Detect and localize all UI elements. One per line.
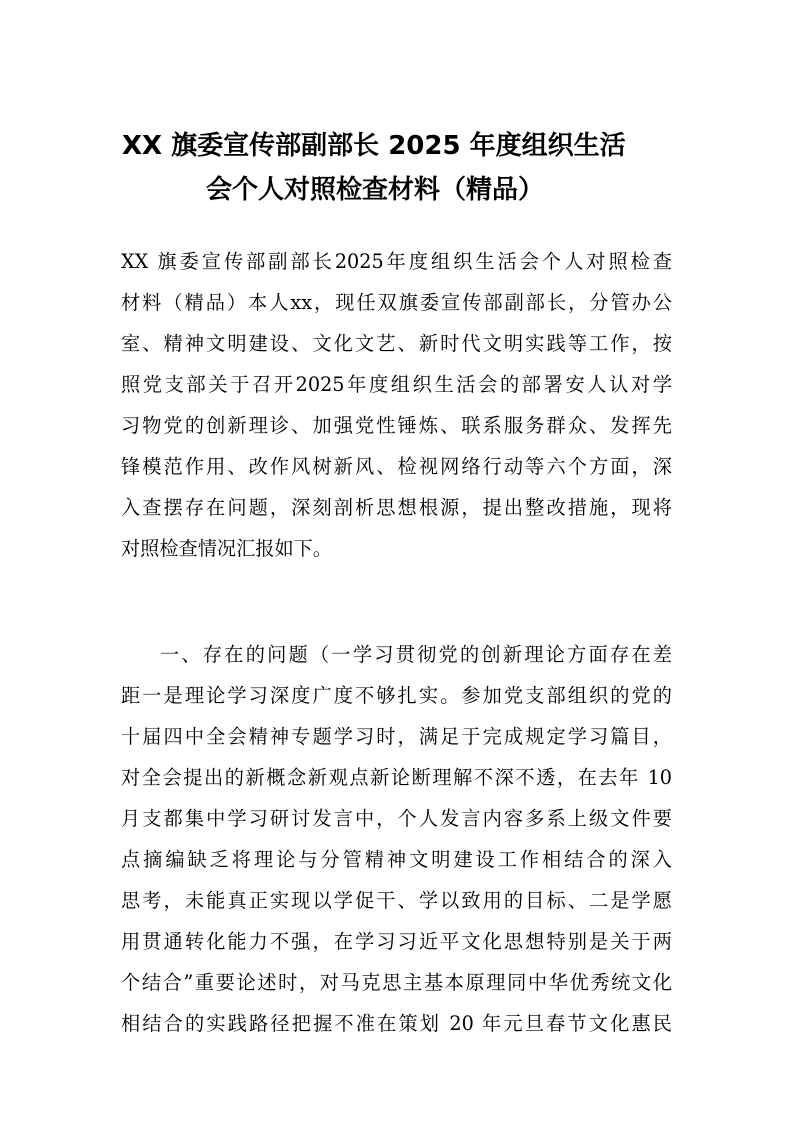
document-title-line-2: 会个人对照检查材料（精品）: [206, 175, 545, 205]
document-title-line-1: XX 旗委宣传部副部长 2025 年度组织生活: [122, 131, 626, 161]
paragraph-2-line-4: 对全会提出的新概念新观点新论断理解不深不透，在去年 10: [121, 766, 672, 789]
paragraph-1-line-4: 照党支部关于召开2025年度组织生活会的部署安人认对学: [121, 373, 672, 396]
paragraph-2-line-8: 用贯通转化能力不强，在学习习近平文化思想特别是关于两: [121, 930, 672, 953]
paragraph-1-line-8: 对照检查情况汇报如下。: [121, 537, 333, 560]
paragraph-1-line-1: XX 旗委宣传部副部长2025年度组织生活会个人对照检查: [121, 250, 672, 273]
paragraph-2-line-5: 月支都集中学习研讨发言中，个人发言内容多系上级文件要: [121, 807, 672, 830]
paragraph-1-line-2: 材料（精品）本人xx，现任双旗委宣传部副部长，分管办公: [121, 291, 672, 314]
paragraph-2-line-9: 个结合”重要论述时，对马克思主基本原理同中华优秀统文化: [121, 971, 672, 994]
paragraph-1-line-6: 锋模范作用、改作风树新风、检视网络行动等六个方面，深: [121, 455, 672, 478]
paragraph-2-line-7: 思考，未能真正实现以学促干、学以致用的目标、二是学愿: [121, 889, 672, 912]
paragraph-2-line-6: 点摘编缺乏将理论与分管精神文明建设工作相结合的深入: [121, 848, 672, 871]
paragraph-1-line-3: 室、精神文明建设、文化文艺、新时代文明实践等工作，按: [121, 332, 672, 355]
paragraph-1-line-7: 入查摆存在问题，深刻剖析思想根源，提出整改措施，现将: [121, 496, 672, 519]
paragraph-2-line-1: 一、存在的问题（一学习贯彻党的创新理论方面存在差: [160, 643, 672, 666]
paragraph-2-line-10: 相结合的实践路径把握不准在策划 20 年元旦春节文化惠民: [121, 1012, 672, 1035]
paragraph-2-line-3: 十届四中全会精神专题学习时，满足于完成规定学习篇目，: [121, 725, 672, 748]
paragraph-1-line-5: 习物党的创新理诊、加强党性锤炼、联系服务群众、发挥先: [121, 414, 672, 437]
paragraph-2-line-2: 距一是理论学习深度广度不够扎实。参加党支部组织的党的: [121, 684, 672, 707]
